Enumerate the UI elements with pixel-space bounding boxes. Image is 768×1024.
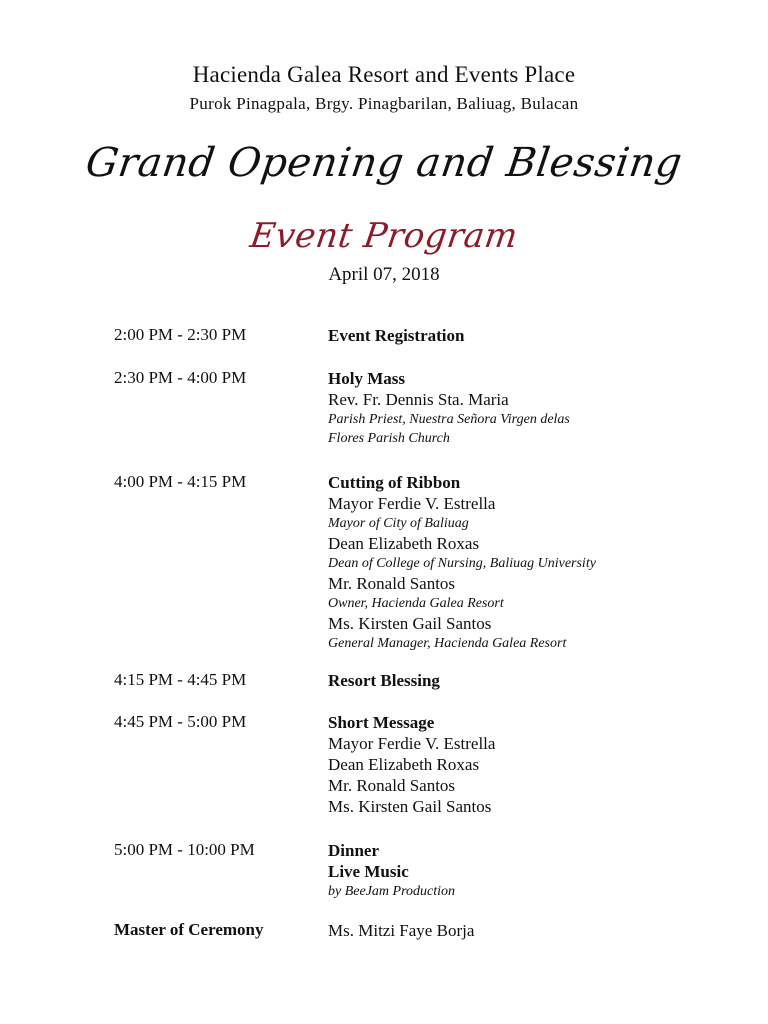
- time-slot: 2:30 PM - 4:00 PM: [114, 368, 247, 387]
- person-name: Dean Elizabeth Roxas: [328, 534, 480, 553]
- time-slot: 4:00 PM - 4:15 PM: [114, 472, 247, 491]
- schedule-details: [328, 840, 748, 901]
- person-name: Ms. Mitzi Faye Borja: [328, 921, 475, 940]
- person-role: Owner, Hacienda Galea Resort: [328, 596, 504, 611]
- program-title: Event Program: [247, 216, 521, 256]
- person-name: Mr. Ronald Santos: [328, 776, 456, 795]
- activity-title: Short Message: [328, 713, 435, 732]
- time-slot: 4:15 PM - 4:45 PM: [114, 670, 247, 689]
- schedule-details: [328, 920, 748, 941]
- person-role: by BeeJam Production: [328, 884, 455, 899]
- activity-title: Event Registration: [328, 326, 465, 345]
- schedule-details: [328, 670, 748, 691]
- activity-title: Cutting of Ribbon: [328, 473, 461, 492]
- person-role: General Manager, Hacienda Galea Resort: [328, 636, 567, 651]
- activity-title: Live Music: [328, 862, 409, 881]
- person-name: Rev. Fr. Dennis Sta. Maria: [328, 390, 509, 409]
- time-slot: 4:45 PM - 5:00 PM: [114, 712, 247, 731]
- event-date: April 07, 2018: [328, 264, 440, 285]
- activity-title: Holy Mass: [328, 369, 405, 388]
- time-slot: 2:00 PM - 2:30 PM: [114, 325, 247, 344]
- ceremony-label: Master of Ceremony: [114, 920, 264, 939]
- person-role: Flores Parish Church: [328, 431, 450, 446]
- person-name: Mayor Ferdie V. Estrella: [328, 734, 496, 753]
- venue-name: Hacienda Galea Resort and Events Place: [192, 62, 576, 87]
- schedule-details: [328, 712, 748, 817]
- venue-address: Purok Pinagpala, Brgy. Pinagbarilan, Baliuag, Bulacan: [189, 94, 579, 113]
- schedule-details: [328, 325, 748, 346]
- person-role: Mayor of City of Baliuag: [328, 516, 469, 531]
- schedule-details: [328, 472, 748, 653]
- person-name: Dean Elizabeth Roxas: [328, 755, 480, 774]
- activity-title: Resort Blessing: [328, 671, 440, 690]
- time-slot: 5:00 PM - 10:00 PM: [114, 840, 255, 859]
- event-title: Grand Opening and Blessing: [82, 140, 686, 186]
- activity-title: Dinner: [328, 841, 379, 860]
- person-name: Ms. Kirsten Gail Santos: [328, 614, 492, 633]
- person-role: Dean of College of Nursing, Baliuag University: [328, 556, 596, 571]
- person-name: Mayor Ferdie V. Estrella: [328, 494, 496, 513]
- schedule-details: [328, 368, 748, 448]
- person-name: Ms. Kirsten Gail Santos: [328, 797, 492, 816]
- person-role: Parish Priest, Nuestra Señora Virgen delas: [328, 412, 570, 427]
- person-name: Mr. Ronald Santos: [328, 574, 456, 593]
